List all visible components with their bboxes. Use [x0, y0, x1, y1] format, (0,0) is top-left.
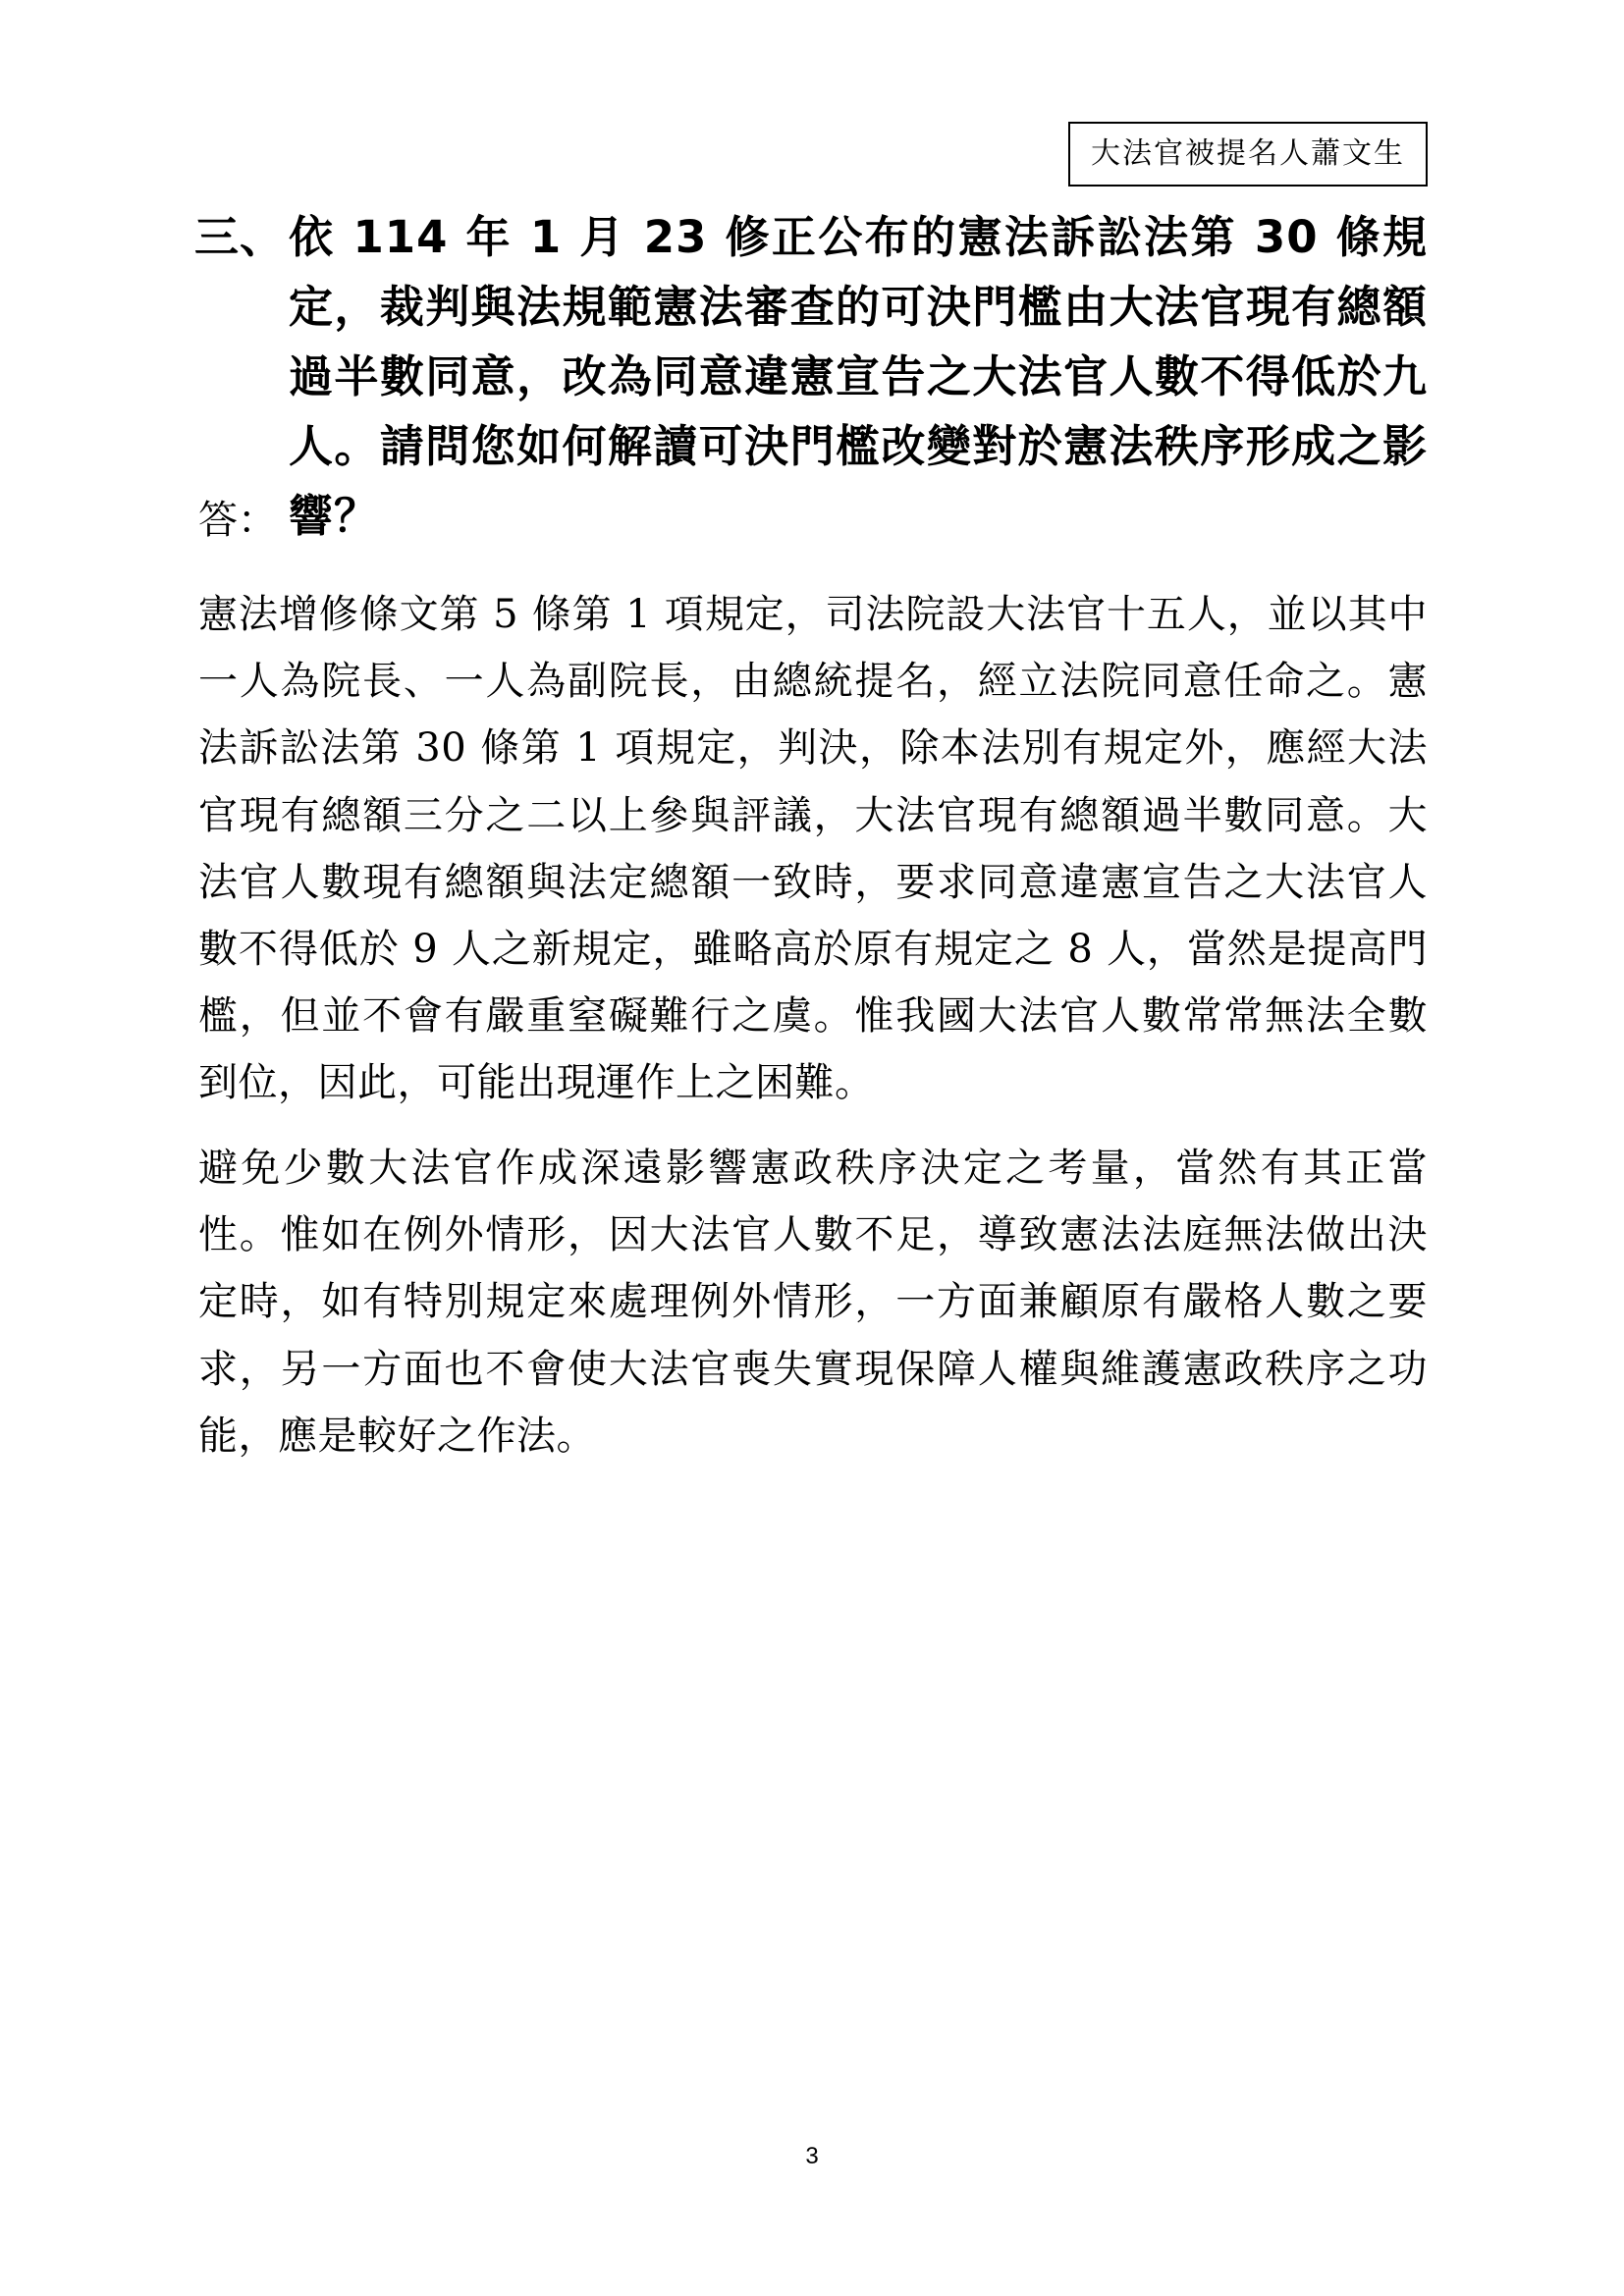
nominee-label: 大法官被提名人蕭文生 — [1091, 136, 1405, 171]
answer-paragraph-1: 憲法增修條文第 5 條第 1 項規定，司法院設大法官十五人，並以其中一人為院長、一人為副院長，由總統提名，經立法院同意任命之。憲法訴訟法第 30 條第 1 項規定，判決，除本法別有規定外，應經大法官現有總額三分之二以上參與評議，大法官現有總額過半數同意。大法官人數現有總額與法定總額一致時，要求同意違憲宣告之大法官人數不得低於 9 人之新規定，雖略高於原有規定之 8 人，當然是提高門檻，但並不會有嚴重窒礙難行之虞。惟我國大法官人數常常無法全數到位，因此，可能出現運作上之困難。 — [198, 592, 1428, 1106]
nominee-label-box — [1068, 122, 1428, 187]
page-number: 3 — [805, 2143, 819, 2169]
question-number: 三、 — [194, 211, 286, 263]
answer-paragraph-2: 避免少數大法官作成深遠影響憲政秩序決定之考量，當然有其正當性。惟如在例外情形，因大法官人數不足，導致憲法法庭無法做出決定時，如有特別規定來處理例外情形，一方面兼顧原有嚴格人數之要求，另一方面也不會使大法官喪失實現保障人權與維護憲政秩序之功能，應是較好之作法。 — [198, 1146, 1428, 1459]
question-heading — [194, 202, 1432, 551]
answer-label: 答： — [198, 498, 277, 543]
question-text: 依 114 年 1 月 23 修正公布的憲法訴訟法第 30 條規定，裁判與法規範憲法審查的可決門檻由大法官現有總額過半數同意，改為同意違憲宣告之大法官人數不得低於九人。請問您如何解讀可決門檻改變對於憲法秩序形成之影響？ — [289, 211, 1428, 542]
